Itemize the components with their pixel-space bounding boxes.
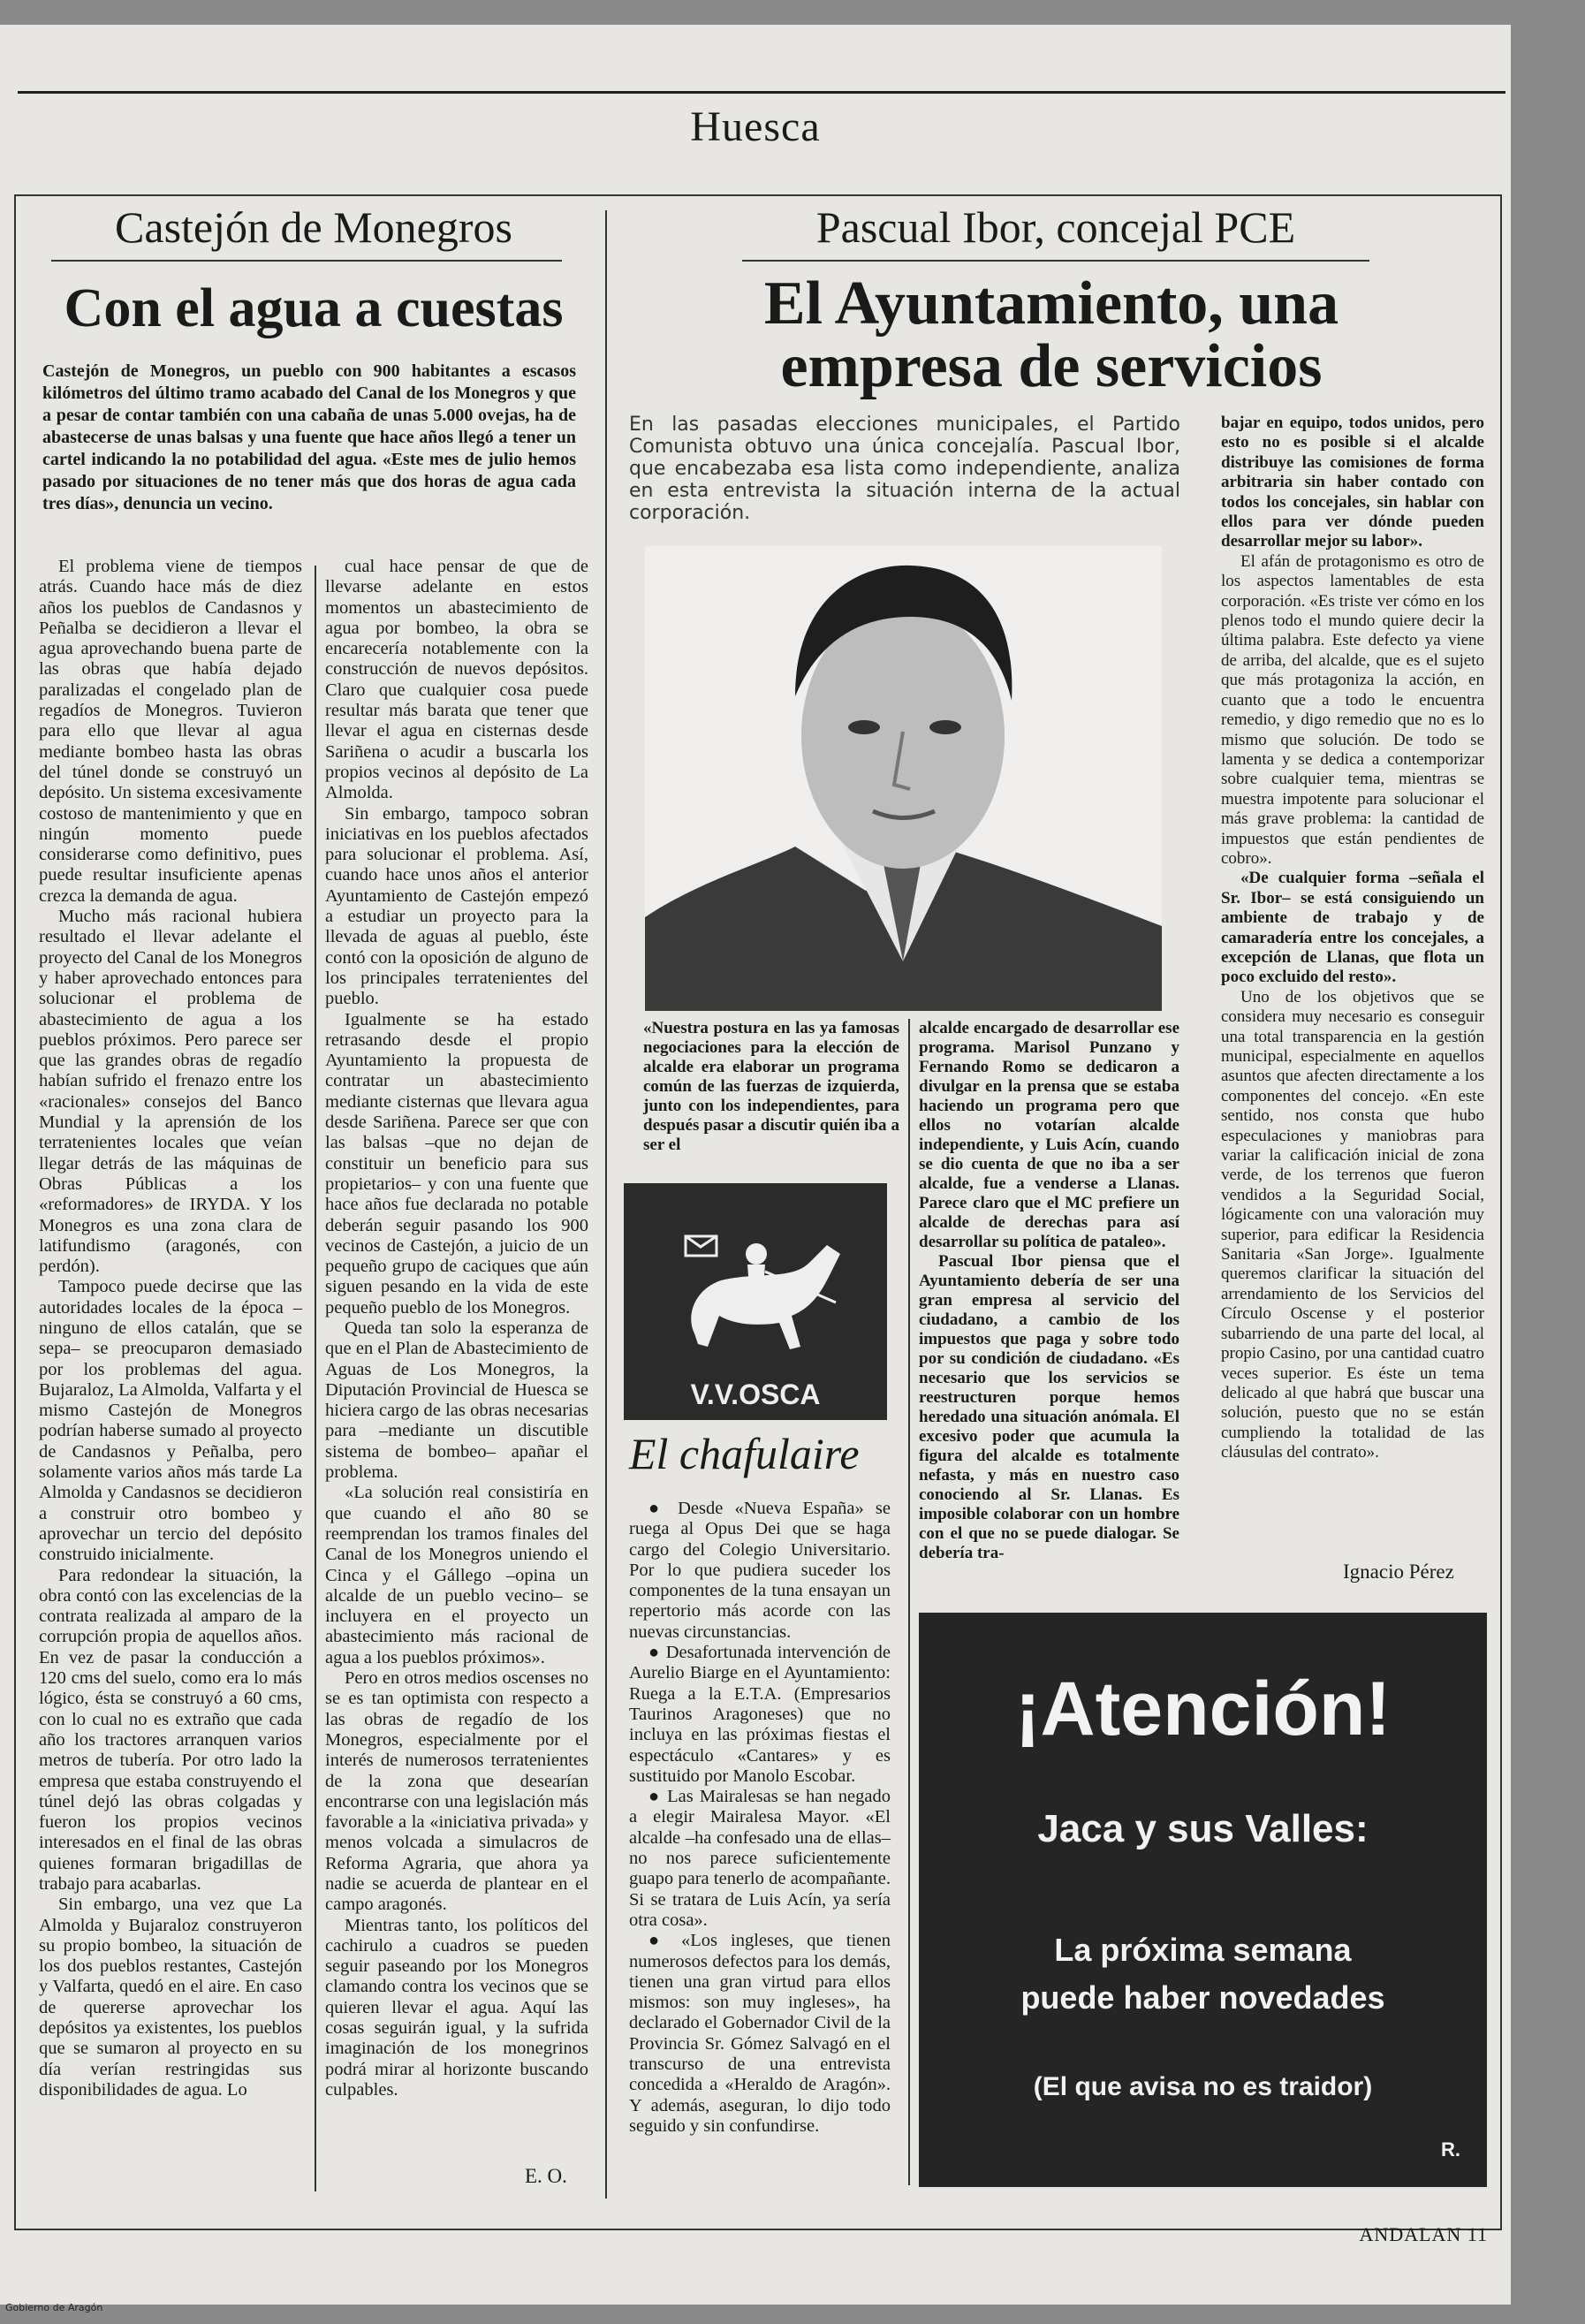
article2-right-column <box>1221 414 1484 1463</box>
list-item <box>629 1643 891 1787</box>
list-item <box>629 1499 891 1643</box>
chafulaire-title: El chafulaire <box>629 1429 860 1478</box>
ad-line-1: La próxima semana <box>1054 1932 1352 1968</box>
article1-headline: Con el agua a cuestas <box>64 278 564 338</box>
bullet-icon: ● <box>648 1931 681 1951</box>
ad-title: ¡Atención! <box>1014 1667 1392 1751</box>
caption-divider <box>908 1019 910 2185</box>
bullet-icon: ● <box>648 1499 679 1518</box>
paragraph: Queda tan solo la esperanza de que en el Plan de Abastecimiento de Aguas de Los Monegros, la Diputación Provincial de Huesca se hiciera cargo de las obras necesarias para –mediante un discutible sistema de bombeo– apañar el problema. <box>325 1318 588 1483</box>
horse-rider-icon <box>624 1183 887 1369</box>
paragraph: Mientras tanto, los políticos del cachirulo a cuadros se pueden seguir paseando por los Monegros clamando contra los vecinos que se quieren llevar el agua. Aquí las cosas seguirán igual, y la sufrida imaginación de los monegrinos podrá mirar al horizonte buscando culpables. <box>325 1915 588 2100</box>
chafulaire-item: Desafortunada intervención de Aurelio Biarge en el Ayuntamiento: Ruega a la E.T.A. (Empresarios Taurinos Aragoneses) que no incluya en las próximas fiestas el espectáculo «Cantares» y es sustituido por Manolo Escobar. <box>629 1643 891 1786</box>
paragraph: El problema viene de tiempos atrás. Cuando hace más de diez años los pueblos de Candasnos y Peñalba se decidieron a llevar el agua aprovechando buena parte de las obras que había dejado paralizadas el congelado plan de regadíos de Monegros. Tuvieron para ello que llevar al agua mediante bombeo hasta las obras del túnel donde se construyó un depósito. Un sistema excesivamente costoso de mantenimiento y que en ningún momento puede considerarse como definitivo, pues puede resultar insuficiente apenas crezca la demanda de agua. <box>39 557 302 906</box>
paragraph: El afán de protagonismo es otro de los aspectos lamentables de esta corporación. «Es triste ver cómo en los plenos todo el mundo quiere decir la última palabra. Este defecto ya viene de arriba, del alcalde, que es el sujeto que más protagoniza la acción, en cuanto que a todo le encuentra remedio, y digo remedio que no es lo mismo que solución. De todo se lamenta y se dedica a contemporizar sobre cualquier tema, mientras se muestra impotente para solucionar el más grave problema: la cantidad de impuestos que están pendientes de cobro». <box>1221 551 1484 868</box>
paragraph: Igualmente se ha estado retrasando desde el propio Ayuntamiento la propuesta de contratar un abastecimiento mediante cisternas que llevara agua desde Sariñena. Parece ser que con las balsas –que no dejan de constituir un beneficio para sus propietarios– y con una fuente que hace años fue declarada no potable deberán seguir pasando los 900 vecinos de Castejón, a juicio de un pequeño grupo de caciques que aún siguen pesando en la vida de este pequeño pueblo de los Monegros. <box>325 1009 588 1318</box>
article1-column-1 <box>39 557 302 2100</box>
paragraph: Mucho más racional hubiera resultado el llevar adelante el proyecto del Canal de los Monegros y haber aprovechado entonces para solucionar el problema de abastecimiento de agua a los pueblos próximos. Pero parece ser que las grandes obras de regadío habían sufrido el frenazo entre los «racionales» consejos del Banco Mundial y la aprensión de los terratenientes locales que veían llegar detrás de las máquinas de Obras Públicas a los «reformadores» de IRYDA. Y los Monegros es una zona clara de latifundismo (aragonés, con perdón). <box>39 907 302 1277</box>
article2-signature: Ignacio Pérez <box>1343 1561 1454 1583</box>
photo-caption: «Nuestra postura en las ya famosas negociaciones para la elección de alcalde era elaborar un programa común de las fuerzas de izquierda, junto con los independientes, para después pasar a discutir quién iba a ser el <box>643 1019 899 1154</box>
article1-lede: Castejón de Monegros, un pueblo con 900 habitantes a escasos kilómetros del último tramo acabado del Canal de los Monegros y que a pesar de contar también con una cabaña de unas 5.000 ovejas, ha de abastecerse de unas balsas y una fuente que hace años llegó a tener un cartel indicando la no potabilidad del agua. «Este mes de julio hemos pasado por situaciones de no tener más que dos horas de agua cada tres días», denuncia un vecino. <box>42 361 576 513</box>
article2-center-column <box>919 1019 1179 1563</box>
newspaper-page <box>0 25 1511 2305</box>
section-title: Huesca <box>690 103 821 150</box>
paragraph: Sin embargo, una vez que La Almolda y Bujaraloz construyeron su propio bombeo, la situación de los dos pueblos restantes, Castejón y Valfarta, quedó en el aire. En caso de quererse aprovechar los depósitos ya existentes, los pueblos que se sumaron al proyecto en su día verían restringidas sus disponibilidades de agua. Lo <box>39 1895 302 2100</box>
article1-signature: E. O. <box>525 2165 567 2187</box>
paragraph: Pascual Ibor piensa que el Ayuntamiento debería de ser una gran empresa al servicio del ciudadano, a cambio de los impuestos que paga y sobre todo por su condición de ciudadano. «Es necesario que los servicios se reestructuren porque hemos heredado una situación anómala. El excesivo poder que acumula la figura del alcalde es totalmente nefasta, y más en nuestro caso conociendo al Sr. Llanas. Es imposible colaborar con un hombre con el que no se puede dialogar. Se debería tra- <box>919 1252 1179 1562</box>
article1-kicker: Castejón de Monegros <box>115 202 512 252</box>
paragraph: Pero en otros medios oscenses no se es tan optimista con respecto a las obras de regadío de los Monegros, especialmente por el interés de numerosos terratenientes de la zona que desearían encontrarse con una legislación más favorable a la «iniciativa privada» y menos volcada a simulacros de Reforma Agraria, que ahora ya nadie se acuerda de plantear en el campo aragonés. <box>325 1668 588 1915</box>
article2-headline: El Ayuntamiento, una empresa de servicios <box>763 270 1339 401</box>
list-item <box>629 1931 891 2137</box>
chafulaire-item: Desde «Nueva España» se ruega al Opus Dei que se haga cargo del Colegio Universitario. Por lo que pudiera suceder los componentes de la tuna ensayan un repertorio más acorde con las nuevas circunstancias. <box>629 1499 891 1642</box>
chafulaire-logo <box>624 1183 887 1420</box>
chafulaire-item: Las Mairalesas se han negado a elegir Mairalesa Mayor. «El alcalde –ha confesado una de ellas– no nos parece suficientemente guapo para tenerlo de acompañante. Si se tratara de Luis Acín, ya sería otra cosa». <box>629 1787 891 1930</box>
ad-note: (El que avisa no es traidor) <box>1033 2072 1373 2101</box>
paragraph: Uno de los objetivos que se considera muy necesario es conseguir una total transparencia en la gestión municipal, especialmente en aquellos asuntos que afecten directamente a los componentes del concejo. «En este sentido, nos consta que hubo especulaciones y maniobras para variar la calificación inicial de zona verde, de los terrenos que fueron vendidos a la Seguridad Social, lógicamente con una valoración muy superior, para edificar la Residencia Sanitaria «San Jorge». Igualmente queremos clarificar la situación del arrendamiento de los Servicios del Círculo Oscense y el posterior subarriendo de una parte del local, al propio Casino, por una cantidad cuatro veces superior. Es éste un tema delicado al que habrá que buscar una solución, puesto que no se están cumpliendo la totalidad de las cláusulas del contrato». <box>1221 987 1484 1462</box>
paragraph: Tampoco puede decirse que las autoridades locales de la época –ninguno de ellos catalán, que se sepa– se preocuparon demasiado por los problemas del agua. Bujaraloz, La Almolda, Valfarta y el mismo Castejón de Monegros podrían haberse sumado al proyecto de Candasnos y Peñalba, pero solamente varios años más tarde La Almolda y Candasnos se decidieron a construir otro bombeo y aprovechar un tercio del depósito construido inicialmente. <box>39 1277 302 1565</box>
paragraph: bajar en equipo, todos unidos, pero esto no es posible si el alcalde distribuye las comisiones de forma arbitraria sin haber contado con todos los concejales, sin hablar con ellos para ver dónde pueden desarrollar mejor su labor». <box>1221 414 1484 551</box>
chafulaire-items <box>629 1499 891 2137</box>
portrait-photo-drawing <box>645 546 1162 1011</box>
paragraph: Para redondear la situación, la obra contó con las excelencias de la contrata realizada al amparo de la corrupción propia de aquellos años. En vez de pasar la conducción a 120 cms del suelo, como era lo más lógico, ésta se construyó a 60 cms, con lo cual no es extraño que cada año los tractores arranquen varios metros de tubería. Por otro lado la empresa que estaba construyendo el túnel dejó las obras colgadas y fueron los propios vecinos interesados en el final de las obras quienes formaran brigadillas de trabajo para acabarlas. <box>39 1565 302 1894</box>
chafulaire-item: «Los ingleses, que tienen numerosos defectos para los demás, tienen una gran virtud para ellos mismos: son muy ingleses», ha declarado el Gobernador Civil de la Provincia Sr. Gómez Salvagó en el transcurso de una entrevista concedida a «Heraldo de Aragón». Y además, aseguran, lo dijo todo seguido y sin confundirse. <box>629 1931 891 2136</box>
ad-body <box>919 1926 1487 2022</box>
list-item <box>629 1787 891 1931</box>
bullet-icon: ● <box>648 1643 666 1663</box>
column-divider <box>605 210 607 2199</box>
top-rule <box>18 91 1505 94</box>
article2-kicker: Pascual Ibor, concejal PCE <box>815 202 1296 252</box>
paragraph: «De cualquier forma –señala el Sr. Ibor– se está consiguiendo un ambiente de trabajo y de camaradería entre los concejales, a excepción de Llanas, que flota un poco excluido del resto». <box>1221 869 1484 987</box>
paragraph: Sin embargo, tampoco sobran iniciativas en los pueblos afectados para solucionar el problema. Así, cuando hace unos años el anterior Ayuntamiento de Castejón empezó a estudiar un proyecto para la llevada de aguas al pueblo, éste contó con la oposición de alguno de los principales terratenientes del pueblo. <box>325 803 588 1009</box>
archive-credit: Gobierno de Aragón <box>5 2302 103 2313</box>
ad-subtitle: Jaca y sus Valles: <box>1037 1807 1369 1850</box>
ad-sign: R. <box>1441 2138 1460 2161</box>
paragraph: alcalde encargado de desarrollar ese programa. Marisol Punzano y Fernando Romo se dedicaron a divulgar en la prensa que se estaba haciendo un programa pero que ellos no votarían alcalde independiente, y Luis Acín, cuando se dio cuenta de que no iba a ser alcalde, fue a venderse a Llanas. Parece claro que el MC prefiere un alcalde de derechas para así desarrollar su política de pataleo». <box>919 1019 1179 1251</box>
paragraph: cual hace pensar de que de llevarse adelante en estos momentos un abastecimiento de agua por bombeo, la obra se encarecería notablemente con la construcción de nuevos depósitos. Claro que cualquier cosa puede resultar más barata que tener que llevar el agua en cisternas desde Sariñena o acudir a buscarla los propios vecinos al depósito de La Almolda. <box>325 557 588 803</box>
portrait-photo <box>645 546 1162 1011</box>
bullet-icon: ● <box>648 1787 668 1807</box>
logo-name: V.V.OSCA <box>690 1378 821 1410</box>
article1-column-2 <box>325 557 588 2100</box>
advertisement-box <box>919 1613 1487 2187</box>
ad-line-2: puede haber novedades <box>1020 1979 1385 2016</box>
page-footer: ANDALAN 11 <box>1359 2223 1488 2245</box>
article2-lede: En las pasadas elecciones municipales, el Partido Comunista obtuvo una única concejalía. Pascual Ibor, que encabezaba esa lista como independiente, analiza en esta entrevista la situación interna de la actual corporación. <box>629 414 1180 524</box>
paragraph: «La solución real consistiría en que cuando el año 80 se reemprendan los tramos finales del Canal de los Monegros uniendo el Cinca y el Gállego –opina un alcalde de un pueblo vecino– se incluyera en el proyecto un abastecimiento más racional de agua a los pueblos próximos». <box>325 1483 588 1667</box>
inner-column-rule <box>315 566 316 2191</box>
article1-kicker-rule <box>51 260 562 262</box>
article2-kicker-rule <box>742 260 1369 262</box>
